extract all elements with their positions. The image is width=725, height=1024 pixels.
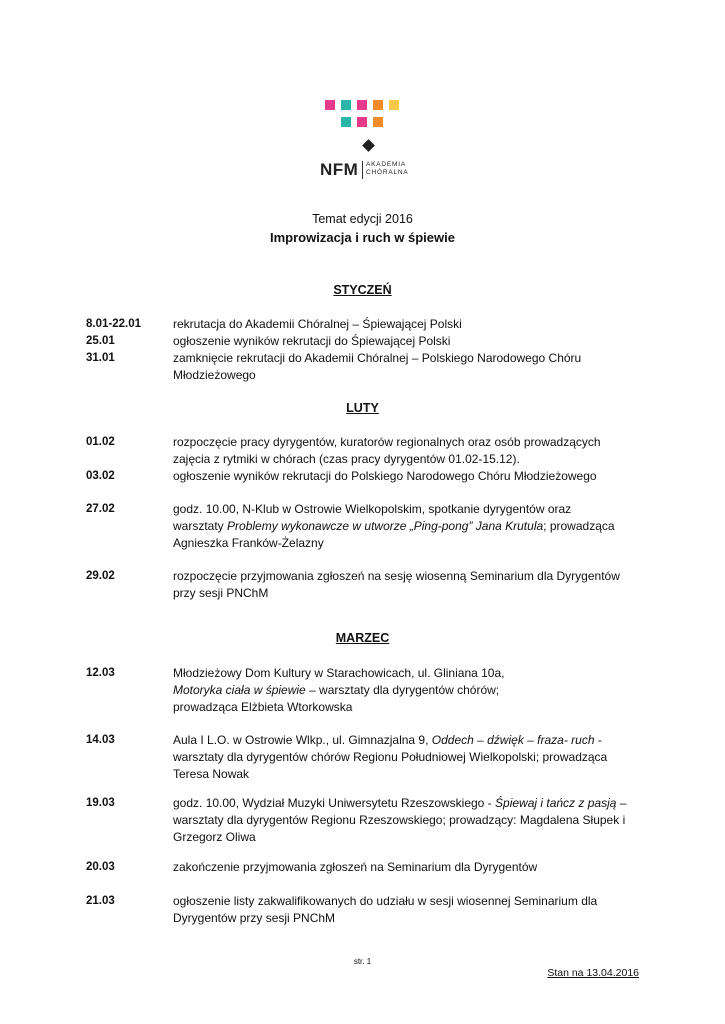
event-date: 31.01 — [86, 352, 115, 364]
edition-topic: Improwizacja i ruch w śpiewie — [270, 230, 455, 245]
event-line — [173, 732, 656, 749]
event-text — [173, 568, 656, 602]
event-date: 21.03 — [86, 895, 115, 907]
event-line-part: – — [616, 796, 627, 810]
event-line: rozpoczęcie przyjmowania zgłoszeń na sesję wiosenną Seminarium dla Dyrygentów — [173, 569, 620, 583]
event-line: zajęcia z rytmiki w chórach (czas pracy dyrygentów 01.02-15.12). — [173, 452, 520, 466]
event-date: 14.03 — [86, 734, 115, 746]
workshop-title: Śpiewaj i tańcz z pasją — [495, 796, 617, 810]
logo-subtitle-line1: AKADEMIA — [366, 161, 406, 168]
logo-diamond-icon — [362, 139, 375, 152]
event-text — [173, 434, 656, 468]
logo-brand: NFM — [320, 160, 359, 179]
event-date: 12.03 — [86, 667, 115, 679]
event-row — [86, 732, 656, 783]
page-number: str. 1 — [353, 957, 372, 966]
event-row — [86, 350, 656, 384]
event-text: ogłoszenie wyników rekrutacji do Polskiego Narodowego Chóru Młodzieżowego — [173, 469, 597, 483]
event-text: rekrutacja do Akademii Chóralnej – Śpiewającej Polski — [173, 317, 462, 331]
event-text — [173, 501, 656, 552]
event-text — [173, 350, 656, 384]
event-line-part: – warsztaty dla dyrygentów chórów; — [305, 683, 500, 697]
event-line: warsztaty dla dyrygentów chórów Regionu Południowej Wielkopolski; prowadząca — [173, 750, 608, 764]
event-row — [86, 316, 656, 333]
logo-square — [341, 117, 351, 127]
event-line: rozpoczęcie pracy dyrygentów, kuratorów regionalnych oraz osób prowadzących — [173, 435, 601, 449]
event-date: 29.02 — [86, 570, 115, 582]
event-line: przy sesji PNChM — [173, 586, 269, 600]
event-line: Grzegorz Oliwa — [173, 830, 256, 844]
event-line: ogłoszenie listy zakwalifikowanych do udziału w sesji wiosennej Seminarium dla — [173, 894, 598, 908]
event-text: zakończenie przyjmowania zgłoszeń na Seminarium dla Dyrygentów — [173, 860, 538, 874]
event-text — [173, 795, 656, 846]
event-text — [173, 665, 656, 716]
event-line — [173, 518, 656, 535]
event-text — [173, 732, 656, 783]
logo-square — [357, 117, 367, 127]
event-line: Młodzieżowy Dom Kultury w Starachowicach, ul. Gliniana 10a, — [173, 666, 505, 680]
event-line: godz. 10.00, N-Klub w Ostrowie Wielkopolskim, spotkanie dyrygentów oraz — [173, 502, 572, 516]
event-line-part: Aula I L.O. w Ostrowie Wlkp., ul. Gimnazjalna 9, — [173, 733, 432, 747]
event-date: 03.02 — [86, 470, 115, 482]
event-row — [86, 568, 656, 602]
edition-title: Temat edycji 2016 — [312, 212, 413, 226]
event-line: warsztaty dla dyrygentów Regionu Rzeszowskiego; prowadzący: Magdalena Słupek i — [173, 813, 626, 827]
event-date: 19.03 — [86, 797, 115, 809]
month-heading-january: STYCZEŃ — [333, 283, 392, 297]
event-row — [86, 893, 656, 927]
logo-square — [373, 100, 383, 110]
event-date: 8.01-22.01 — [86, 318, 141, 330]
event-line: Teresa Nowak — [173, 767, 250, 781]
event-line — [173, 795, 656, 812]
event-line-part: godz. 10.00, Wydział Muzyki Uniwersytetu Rzeszowskiego - — [173, 796, 496, 810]
logo-subtitle-line2: CHÓRALNA — [366, 169, 409, 176]
event-text — [173, 893, 656, 927]
event-line-part: - — [594, 733, 602, 747]
logo-square — [357, 100, 367, 110]
logo-square — [389, 100, 399, 110]
event-row — [86, 795, 656, 846]
event-row — [86, 468, 656, 485]
logo-square — [341, 100, 351, 110]
workshop-title: Oddech – dźwięk – fraza- ruch — [431, 733, 595, 747]
event-date: 20.03 — [86, 861, 115, 873]
event-row — [86, 859, 656, 876]
event-line-part: ; prowadząca — [543, 519, 615, 533]
workshop-title: Motoryka ciała w śpiewie — [173, 683, 306, 697]
event-date: 25.01 — [86, 335, 115, 347]
logo-square — [325, 100, 335, 110]
event-line — [173, 682, 656, 699]
event-line: zamknięcie rekrutacji do Akademii Chóralnej – Polskiego Narodowego Chóru — [173, 351, 582, 365]
logo-square — [373, 117, 383, 127]
event-line: prowadząca Elżbieta Wtorkowska — [173, 700, 353, 714]
event-line-part: warsztaty — [173, 519, 228, 533]
event-line: Agnieszka Franków-Żelazny — [173, 536, 324, 550]
month-heading-february: LUTY — [346, 401, 379, 415]
event-row — [86, 665, 656, 716]
event-row — [86, 501, 656, 552]
event-line: Dyrygentów przy sesji PNChM — [173, 911, 336, 925]
event-row — [86, 434, 656, 468]
event-row — [86, 333, 656, 350]
event-date: 27.02 — [86, 503, 115, 515]
document-date: Stan na 13.04.2016 — [547, 967, 639, 979]
event-line: Młodzieżowego — [173, 368, 256, 382]
event-text: ogłoszenie wyników rekrutacji do Śpiewającej Polski — [173, 334, 451, 348]
workshop-title: Problemy wykonawcze w utworze „Ping-pong” Jana Krutula — [227, 519, 544, 533]
logo-subtitle — [366, 161, 409, 177]
event-date: 01.02 — [86, 436, 115, 448]
logo-divider — [362, 161, 363, 179]
month-heading-march: MARZEC — [335, 631, 390, 645]
